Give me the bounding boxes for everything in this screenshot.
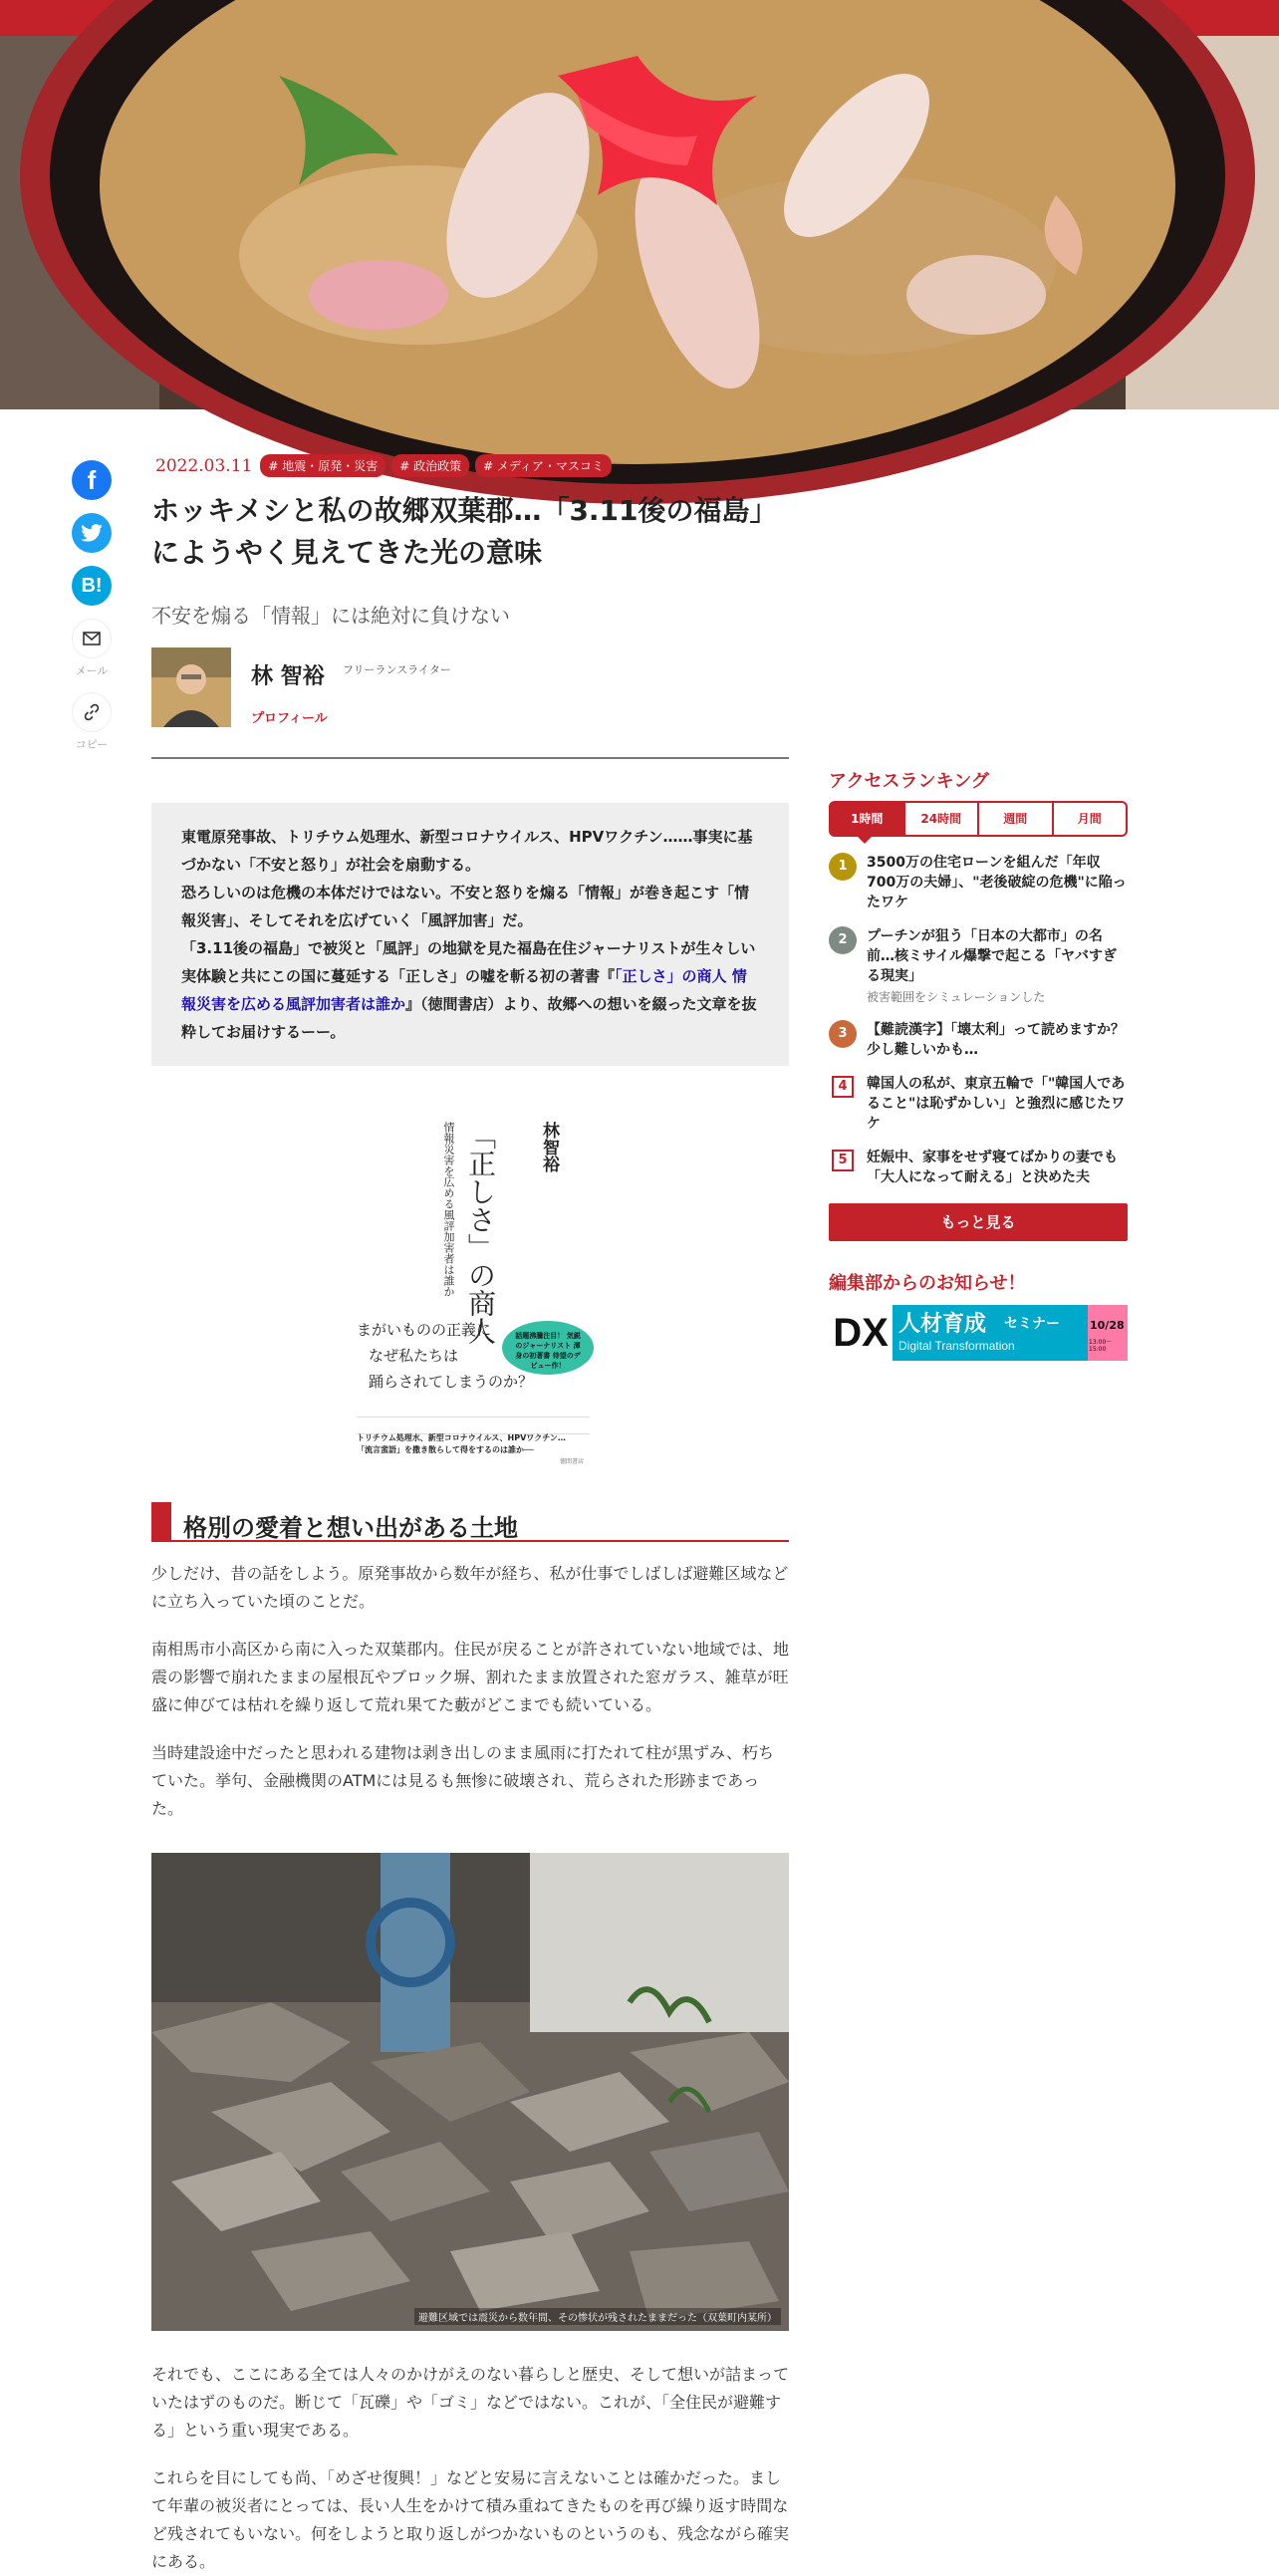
facebook-share-button[interactable]: f (72, 460, 112, 500)
hatena-bookmark-button[interactable]: B! (72, 566, 112, 606)
tab-weekly[interactable]: 週間 (977, 803, 1052, 835)
mail-share-button[interactable] (72, 619, 112, 658)
body-paragraph-4: それでも、ここにある全ては人々のかけがえのない暮らしと歴史、そして想いが詰まっていたはずのものだ。断じて「瓦礫」や「ゴミ」などではない。これが、「全住民が避難する」という重い現実である。 (151, 2365, 790, 2440)
mail-label: メール (75, 664, 109, 677)
tag-politics[interactable]: # 政治政策 (391, 454, 469, 477)
ranking-title-4[interactable]: 韓国人の私が、東京五輪で「"韓国人であること"は恥ずかしい」と強烈に感じたワケ (867, 1076, 1126, 1132)
twitter-share-button[interactable] (72, 513, 112, 553)
ranking-item-4[interactable] (829, 1074, 1128, 1134)
banner-seminar-label: セミナー (1004, 1316, 1060, 1332)
body-paragraph-2: 南相馬市小高区から南に入った双葉郡内。住民が戻ることが許されていない地域では、地震の影響で崩れたままの屋根瓦やブロック塀、割れたまま放置された窓ガラス、雑草が旺盛に伸びては枯れを繰り返して荒れ果てた藪がどこまでも続いている。 (151, 1640, 790, 1714)
hero-image (0, 36, 1279, 409)
link-icon (83, 703, 101, 721)
mail-icon (83, 632, 101, 645)
copy-label: コピー (75, 738, 109, 751)
book-question-line-2: なぜ私たちは (369, 1347, 459, 1365)
book-blurb-2: 「流言蜚語」を撒き散らして得をするのは誰か── (357, 1445, 534, 1454)
rank-number-4: 4 (832, 1076, 854, 1098)
author-role: フリーランスライター (343, 663, 451, 676)
ranking-title-5[interactable]: 妊娠中、家事をせず寝てばかりの妻でも「大人になって耐える」と決めた夫 (867, 1150, 1118, 1185)
book-publisher: 徳間書店 (559, 1458, 584, 1465)
author-avatar[interactable] (151, 647, 231, 727)
book-author: 林智裕 (539, 1122, 559, 1172)
hero-food-illustration (0, 36, 1279, 409)
tag-media[interactable]: # メディア・マスコミ (475, 454, 612, 477)
rank-number-5: 5 (832, 1150, 854, 1171)
section-heading (151, 1502, 789, 1542)
tab-24-hours[interactable]: 24時間 (903, 803, 978, 835)
banner-dx-logo: DX (829, 1305, 893, 1361)
ranking-title-1[interactable]: 3500万の住宅ローンを組んだ「年収700万の夫婦」、"老後破綻の危機"に陥ったワケ (867, 855, 1127, 910)
article-subtitle: 不安を煽る「情報」には絶対に負けない (151, 604, 510, 628)
banner-date: 10/28 (1090, 1319, 1125, 1332)
ranking-title-2[interactable]: プーチンが狙う「日本の大都市」の名前…核ミサイル爆撃で起こる「ヤバすぎる現実」 (867, 928, 1118, 984)
ranking-subtitle-2: 被害範囲をシミュレーションした (867, 990, 1046, 1004)
book-cover[interactable] (351, 1108, 590, 1466)
section-heading-text: 格別の愛着と想い出がある土地 (183, 1514, 518, 1542)
ranking-tabs (829, 801, 1128, 837)
photo-caption: 避難区域では震災から数年間、その惨状が残されたままだった（双葉町内某所） (414, 2308, 781, 2325)
book-question-line-3: 踊らされてしまうのか？ (369, 1373, 534, 1391)
active-tab-arrow (857, 836, 873, 844)
lead-text-b: 』（徳間書店）より、故郷への想いを綴った文章を抜粋してお届けするーー。 (181, 995, 757, 1041)
lead-paragraph-3 (181, 934, 761, 1046)
book-subtitle: 情報災害を広める風評加害者は誰か (442, 1122, 455, 1297)
copy-link-button[interactable] (72, 692, 112, 732)
body-paragraph-1: 少しだけ、昔の話をしよう。原発事故から数年が経ち、私が仕事でしばしば避難区域などに立ち入っていた頃のことだ。 (151, 1564, 789, 1611)
rank-number-1: 1 (829, 853, 857, 881)
lead-paragraph-1: 東電原発事故、トリチウム処理水、新型コロナウイルス、HPVワクチン……事実に基づかない「不安と怒り」が社会を扇動する。 (181, 828, 753, 874)
banner-title: 人材育成 (898, 1312, 987, 1337)
article-meta (155, 454, 612, 477)
rank-number-2: 2 (829, 926, 857, 954)
more-ranking-button[interactable]: もっと見る (829, 1203, 1128, 1241)
rank-number-3: 3 (829, 1020, 857, 1048)
avatar-photo (151, 647, 231, 727)
section-heading-bar (151, 1502, 171, 1540)
lead-paragraph-2: 恐ろしいのは危機の本体だけではない。不安と怒りを煽る「情報」が巻き起こす「情報災害」、そしてそれを広げていく「風評加害」だ。 (181, 884, 750, 929)
header-divider (151, 757, 789, 759)
banner-time: 13:00～15:00 (1089, 1339, 1113, 1353)
notice-heading: 編集部からのお知らせ！ (829, 1273, 1026, 1294)
book-badge: 話題沸騰注目！ 気鋭のジャーナリスト 渾身の初著書 待望のデビュー作！ (502, 1321, 594, 1375)
profile-link[interactable]: プロフィール (251, 711, 328, 726)
ranking-item-5[interactable] (829, 1148, 1128, 1191)
article-photo[interactable] (151, 1853, 789, 2331)
twitter-icon (81, 524, 103, 542)
banner-caption: Digital Transformation (898, 1339, 1015, 1353)
tab-monthly[interactable]: 月間 (1052, 803, 1127, 835)
share-buttons (72, 460, 112, 766)
rubble-photo (151, 1853, 789, 2331)
book-question-line-1: まがいものの正義に (357, 1321, 492, 1339)
banner-date-box (1088, 1305, 1128, 1361)
book-blurb-1: トリチウム処理水、新型コロナウイルス、HPVワクチン… (357, 1433, 566, 1442)
dx-seminar-banner[interactable] (829, 1305, 1128, 1361)
ranking-item-3[interactable] (829, 1020, 1128, 1064)
body-paragraph-5: これらを目にしても尚、「めざせ復興！」などと安易に言えないことは確かだった。まして年輩の被災者にとっては、長い人生をかけて積み重ねてきたものを再び繰り返す時間など残されてもいない。何をしようと取り返しがつかないものというのも、残念ながら確実にある。 (151, 2468, 790, 2571)
book-title: 「正しさ」の商人 (464, 1122, 497, 1345)
ranking-title-3[interactable]: 【難読漢字】「壊太利」って読めますか？少し難しいかも… (867, 1022, 1125, 1058)
article-lead (151, 803, 789, 1066)
lead-text-a: 「3.11後の福島」で被災と「風評」の地獄を見た福島在住ジャーナリストが生々しい実体験と共にこの国に蔓延する「正しさ」の嘘を斬る初の著書『 (181, 939, 756, 985)
ranking-item-2[interactable] (829, 926, 1128, 1006)
ranking-item-1[interactable] (829, 853, 1128, 916)
article-title: ホッキメシと私の故郷双葉郡…「3.11後の福島」にようやく見えてきた光の意味 (151, 494, 778, 569)
book-link[interactable]: 「正しさ」の商人 情報災害を広める風評加害者は誰か (181, 967, 747, 1013)
body-paragraph-3: 当時建設途中だったと思われる建物は剥き出しのまま風雨に打たれて柱が黒ずみ、朽ちていた。挙句、金融機関のATMには見るも無惨に破壊され、荒らされた形跡まであった。 (151, 1743, 774, 1818)
author-box (151, 645, 789, 725)
tab-1-hour[interactable]: 1時間 (831, 803, 903, 835)
article-date: 2022.03.11 (155, 455, 253, 476)
ranking-heading: アクセスランキング (829, 771, 989, 792)
author-name[interactable]: 林 智裕 (251, 664, 325, 689)
tag-disaster[interactable]: # 地震・原発・災害 (260, 454, 385, 477)
